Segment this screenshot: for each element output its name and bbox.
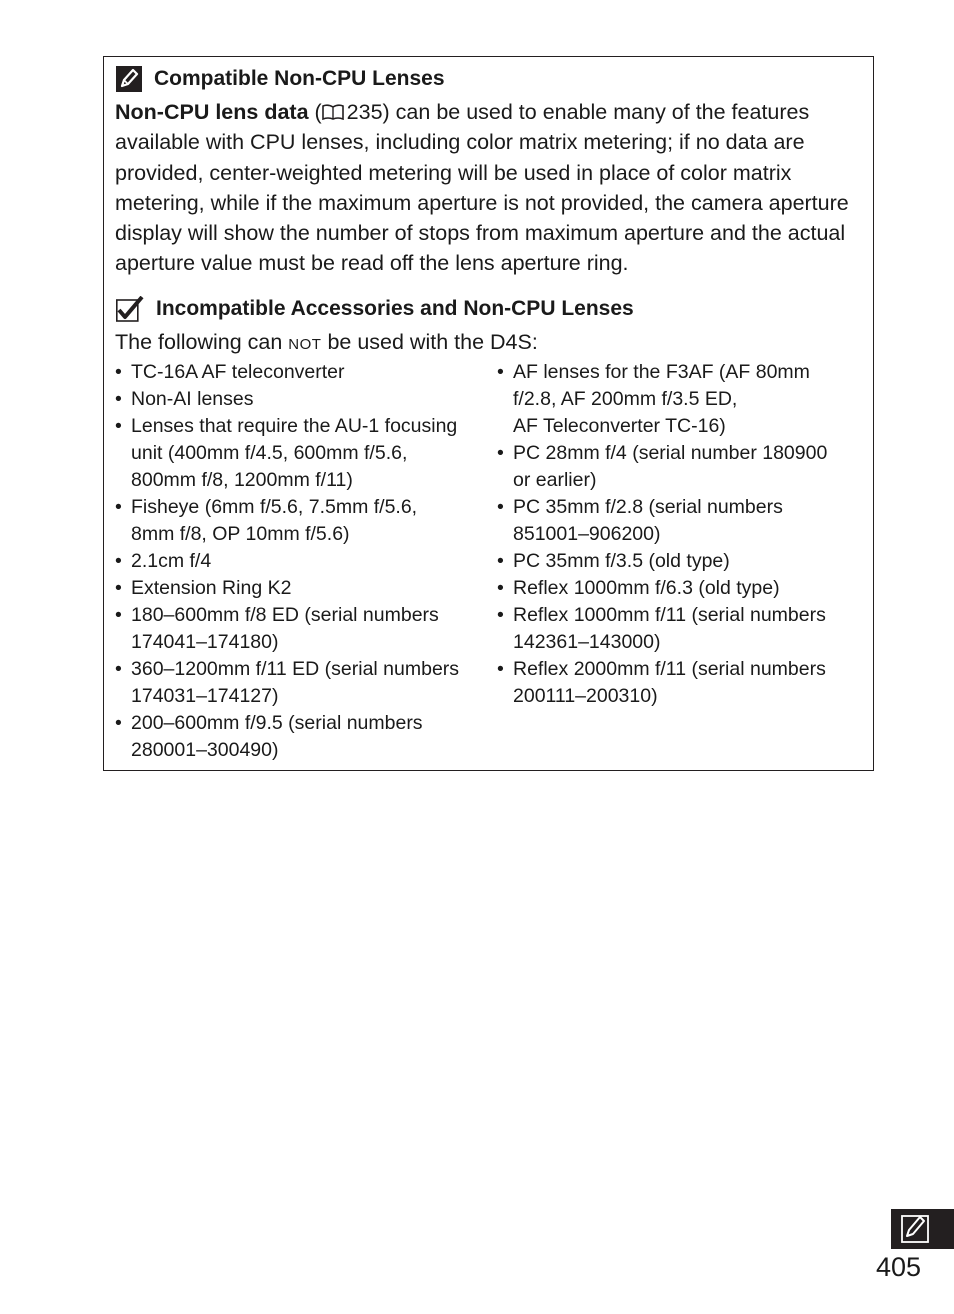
- note-title: Compatible Non-CPU Lenses: [154, 67, 445, 90]
- technical-notes-tab-icon: [891, 1209, 954, 1249]
- list-item: • Lenses that require the AU-1 focusing unit (400mm f/4.5, 600mm f/5.6, 800mm f/8, 1200mm f/11): [115, 413, 490, 494]
- list-item: • Extension Ring K2: [115, 575, 490, 602]
- caution-title: Incompatible Accessories and Non-CPU Lenses: [156, 297, 634, 320]
- caution-lead: [115, 327, 538, 360]
- note-ref-open: (: [308, 100, 322, 124]
- note-body-text: ) can be used to enable many of the features available with CPU lenses, including color matrix metering; if no data are provided, center-weighted metering will be used in place of color matrix metering, while if the maximum aperture is not provided, the camera aperture display will show the number of stops from maximum aperture and the actual aperture value must be read off the lens aperture ring.: [115, 100, 849, 276]
- list-item: • 180–600mm f/8 ED (serial numbers 174041–174180): [115, 602, 490, 656]
- incompatible-list-right: [497, 359, 869, 710]
- list-item: • 360–1200mm f/11 ED (serial numbers 174031–174127): [115, 656, 490, 710]
- checkmark-caution-icon: [116, 296, 144, 322]
- list-item: • Non-AI lenses: [115, 386, 490, 413]
- note-body: [115, 97, 863, 279]
- list-item: • PC 35mm f/2.8 (serial numbers 851001–906200): [497, 494, 869, 548]
- lead-before: The following can: [115, 330, 289, 354]
- page-number: 405: [876, 1252, 922, 1282]
- section-tab[interactable]: [891, 1209, 954, 1249]
- list-item: • Reflex 1000mm f/6.3 (old type): [497, 575, 869, 602]
- list-item: • Fisheye (6mm f/5.6, 7.5mm f/5.6, 8mm f/8, OP 10mm f/5.6): [115, 494, 490, 548]
- list-item: • Reflex 2000mm f/11 (serial numbers 200111–200310): [497, 656, 869, 710]
- list-item: • 200–600mm f/9.5 (serial numbers 280001–300490): [115, 710, 490, 764]
- note-heading: [116, 65, 445, 93]
- incompatible-list-left: [115, 359, 490, 764]
- info-box: [103, 56, 874, 771]
- pencil-note-icon: [116, 66, 142, 92]
- note-ref-page: 235: [346, 100, 383, 124]
- list-item: • Reflex 1000mm f/11 (serial numbers 142361–143000): [497, 602, 869, 656]
- lead-after: be used with the D4S:: [321, 330, 538, 354]
- list-item: • PC 28mm f/4 (serial number 180900 or earlier): [497, 440, 869, 494]
- note-bold-lead: Non-CPU lens data: [115, 100, 309, 124]
- list-item: • AF lenses for the F3AF (AF 80mm f/2.8, AF 200mm f/3.5 ED, AF Teleconverter TC-16): [497, 359, 869, 440]
- list-item: • PC 35mm f/3.5 (old type): [497, 548, 869, 575]
- list-item: • TC-16A AF teleconverter: [115, 359, 490, 386]
- list-item: • 2.1cm f/4: [115, 548, 490, 575]
- caution-heading: [116, 294, 634, 324]
- lead-not: NOT: [288, 336, 322, 353]
- book-reference-icon: [322, 104, 344, 120]
